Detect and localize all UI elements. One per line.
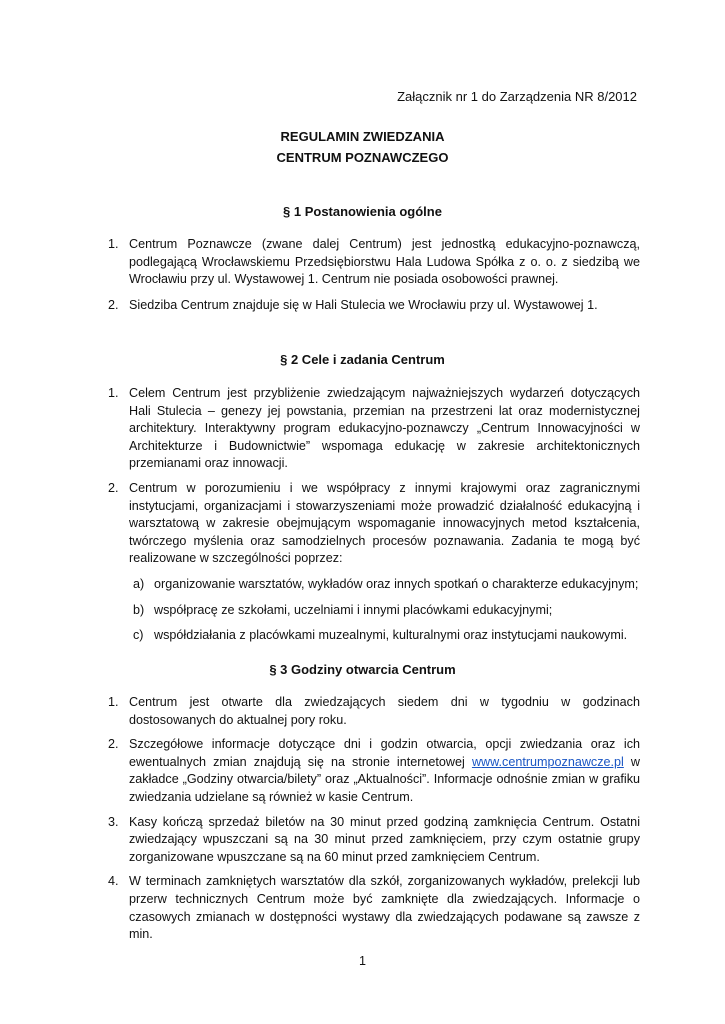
section-3-list xyxy=(108,694,640,944)
section-2-list xyxy=(108,385,640,645)
sub-list-item xyxy=(129,576,640,594)
list-item xyxy=(108,814,640,867)
item-number: 1. xyxy=(108,386,119,400)
item-number: 2. xyxy=(108,297,119,312)
list-item xyxy=(108,736,640,806)
document-title-line2: CENTRUM POZNAWCZEGO xyxy=(276,150,449,165)
item-text: Kasy kończą sprzedaż biletów na 30 minut przed godziną zamknięcia Centrum. Ostatni zwiedzający wpuszczani są na 30 minut przed zamknięciem, przy czym ostatnie grupy zorganizowane wpuszczane są na 60 minut przed zamknięciem Centrum. xyxy=(129,814,640,864)
sub-item-text: współdziałania z placówkami muzealnymi, kulturalnymi oraz instytucjami naukowymi. xyxy=(154,628,628,643)
website-link[interactable]: www.centrumpoznawcze.pl xyxy=(471,754,624,769)
sub-item-text: organizowanie warsztatów, wykładów oraz innych spotkań o charakterze edukacyjnym; xyxy=(154,576,639,591)
list-item xyxy=(108,385,640,473)
list-item xyxy=(108,873,640,943)
list-item xyxy=(108,694,640,729)
section-3-heading: § 3 Godziny otwarcia Centrum xyxy=(269,662,456,677)
item-number: 2. xyxy=(108,480,119,495)
item-text: Siedziba Centrum znajduje się w Hali Stulecia we Wrocławiu przy ul. Wystawowej 1. xyxy=(129,297,598,312)
sub-item-text: współpracę ze szkołami, uczelniami i innymi placówkami edukacyjnymi; xyxy=(154,602,553,617)
sub-list-item xyxy=(129,602,640,620)
sub-item-letter: c) xyxy=(133,628,144,643)
item-number: 4. xyxy=(108,874,119,889)
section-2-sublist xyxy=(129,576,640,645)
item-number: 1. xyxy=(108,237,119,251)
item-text: Celem Centrum jest przybliżenie zwiedzającym najważniejszych wydarzeń dotyczących Hali Stulecia – genezy jej powstania, przemian na przestrzeni lat oraz modernistycznej architektury. Interaktywny program edukacyjno-poznawczy „Centrum Innowacyjności w Architekturze i Budownictwie” wspomaga edukację w zakresie architektonicznych przemianami oraz innowacji. xyxy=(129,386,640,471)
section-1-list xyxy=(108,236,640,314)
section-2-heading: § 2 Cele i zadania Centrum xyxy=(280,352,445,367)
item-text: Centrum Poznawcze (zwane dalej Centrum) jest jednostką edukacyjno-poznawczą, podlegającą Wrocławskiemu Przedsiębiorstwu Hala Ludowa Spółka z o. o. z siedzibą we Wrocławiu przy ul. Wystawowej 1. Centrum nie posiada osobowości prawnej. xyxy=(129,237,640,287)
item-text: W terminach zamkniętych warsztatów dla szkół, zorganizowanych wykładów, prelekcji lub przerw technicznych Centrum może być zamknięte dla zwiedzających. Informacje o czasowych zmianach w dostępności wystawy dla zwiedzających podawane są zawsze z min. xyxy=(129,874,640,942)
section-1-heading: § 1 Postanowienia ogólne xyxy=(283,204,442,219)
page-number: 1 xyxy=(358,954,366,968)
sub-list-item xyxy=(129,627,640,645)
list-item xyxy=(108,480,640,645)
item-text: w zakładce „Godziny otwarcia/bilety” oraz „Aktualności”. Informacje odnośnie zmian w grafiku zwiedzania udzielane są również w kasie Centrum. xyxy=(129,754,641,804)
item-number: 1. xyxy=(108,695,119,709)
item-number: 2. xyxy=(108,737,119,752)
sub-item-letter: a) xyxy=(133,576,145,591)
item-text: Szczegółowe informacje dotyczące dni i godzin otwarcia, opcji zwiedzania oraz ich ewentualnych zmian znajdują się na stronie internetowej xyxy=(129,737,640,769)
item-text: Centrum jest otwarte dla zwiedzających siedem dni w tygodniu w godzinach dostosowanych do aktualnej pory roku. xyxy=(129,695,640,727)
sub-item-letter: b) xyxy=(133,602,145,617)
item-text: Centrum w porozumieniu i we współpracy z innymi krajowymi oraz zagranicznymi instytucjami, organizacjami i stowarzyszeniami może prowadzić działalność edukacyjną i warsztatową w zakresie obejmującym wspomaganie innowacyjnych metod kształcenia, twórczego myślenia oraz samodzielnych procesów poznawania. Zadania te mogą być realizowane w szczególności poprzez: xyxy=(129,480,640,566)
item-number: 3. xyxy=(108,814,119,829)
attachment-note: Załącznik nr 1 do Zarządzenia NR 8/2012 xyxy=(397,89,637,104)
document-title-line1: REGULAMIN ZWIEDZANIA xyxy=(280,129,445,144)
list-item xyxy=(108,236,640,289)
list-item xyxy=(108,297,640,315)
